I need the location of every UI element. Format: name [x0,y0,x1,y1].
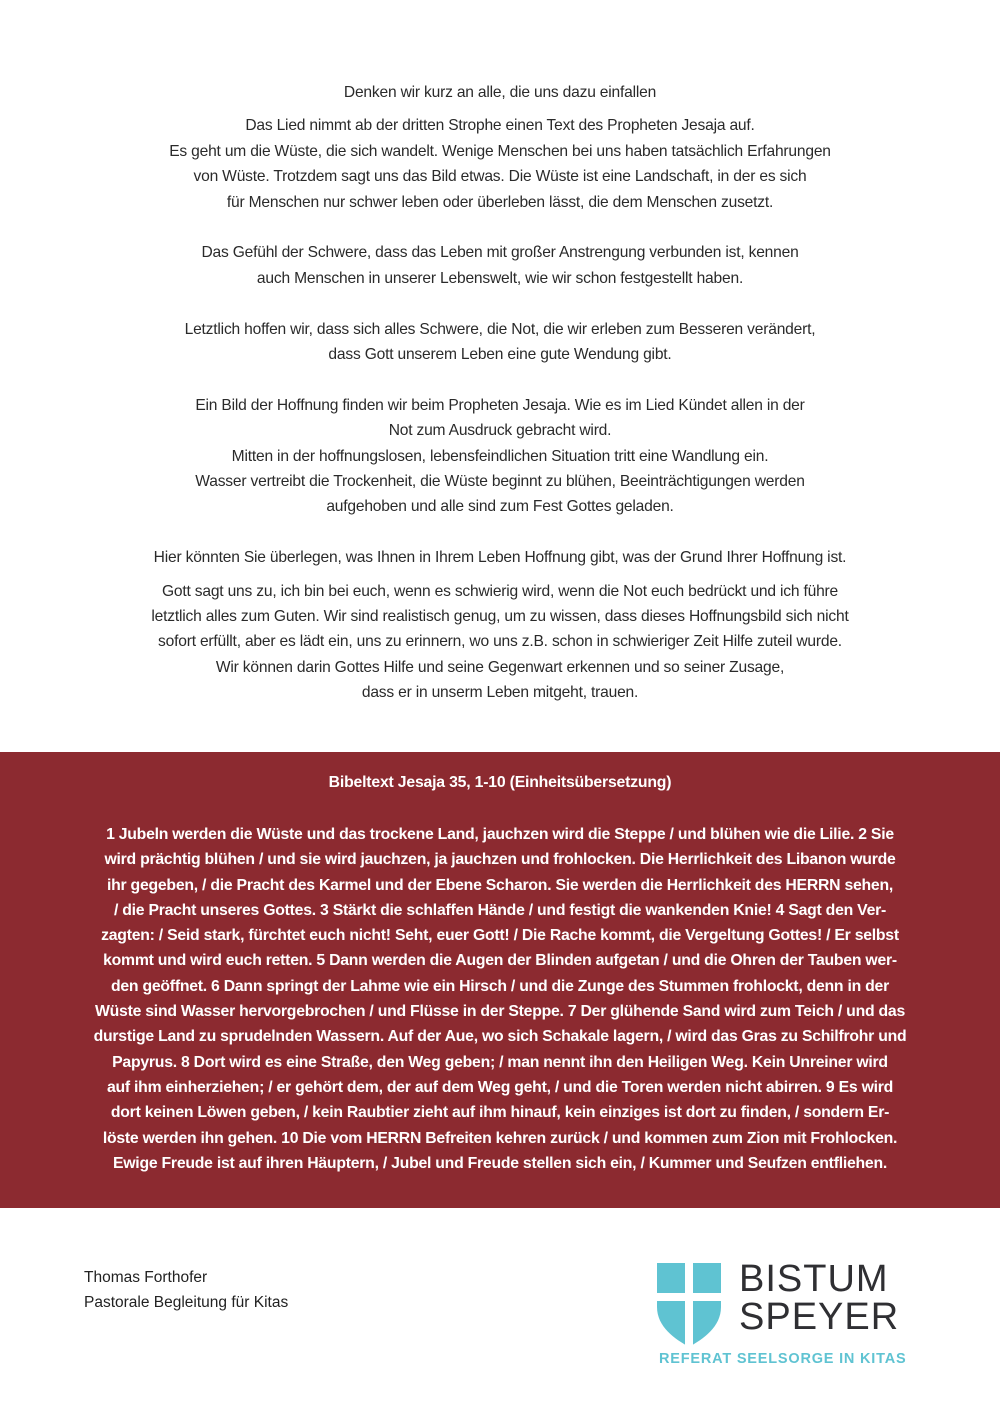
bible-line: dort keinen Löwen geben, / kein Raubtier zieht auf ihm hinauf, kein einziges ist dort zu finden, / sondern Er- [110,1104,890,1122]
bible-line: zagten: / Seid stark, fürchtet euch nicht! Seht, euer Gott! / Die Rache kommt, die Vergeltung Gottes! / Er selbst [101,927,899,945]
bible-line: ihr gegeben, / die Pracht des Karmel und der Ebene Scharon. Sie werden die Herrlichkeit des HERRN sehen, [106,876,894,894]
bible-line: Wüste sind Wasser hervorgebrochen / und Flüsse in der Steppe. 7 Der glühende Sand wird zum Teich / und das [94,1003,905,1021]
author-block [84,1265,288,1315]
logo-line-2: SPEYER [739,1296,900,1338]
bible-text-body [38,822,962,1176]
bible-line: Ewige Freude ist auf ihren Häuptern, / Jubel und Freude stellen sich ein, / Kummer und Seufzen entfliehen. [112,1154,887,1172]
bible-line: auf ihm einherziehen; / er gehört dem, der auf dem Weg geht, / und die Toren werden nicht abirren. 9 Es wird [106,1078,894,1096]
bible-text-band [0,752,1000,1208]
text-line: Wasser vertreibt die Trockenheit, die Wüste beginnt zu blühen, Beeinträchtigungen werden [195,473,805,491]
bible-line: Papyrus. 8 Dort wird es eine Straße, den Weg geben; / man nennt ihn den Heiligen Weg. Kein Unreiner wird [112,1053,888,1071]
intro-paragraph: Hier könnten Sie überlegen, was Ihnen in Ihrem Leben Hoffnung gibt, was der Grund Ihrer Hoffnung ist. [153,549,847,567]
author-name: Thomas Forthofer [84,1269,208,1286]
text-line: Das Gefühl der Schwere, dass das Leben mit großer Anstrengung verbunden ist, kennen [201,244,799,262]
text-line: Wir können darin Gottes Hilfe und seine Gegenwart erkennen und so seiner Zusage, [215,658,785,676]
text-line: auch Menschen in unserer Lebenswelt, wie wir schon festgestellt haben. [256,269,744,287]
bible-line: 1 Jubeln werden die Wüste und das trockene Land, jauchzen wird die Steppe / und blühen wie die Lilie. 2 Sie [106,826,894,843]
intro-paragraph: Denken wir kurz an alle, die uns dazu einfallen [343,84,657,101]
text-line: von Wüste. Trotzdem sagt uns das Bild etwas. Die Wüste ist eine Landschaft, in der es sich [193,168,807,186]
shield-cross-icon [657,1263,721,1347]
logo-line-1: BISTUM [739,1258,889,1300]
text-line: letztlich alles zum Guten. Wir sind realistisch genug, um zu wissen, dass dieses Hoffnungsbild sich nicht [151,608,849,626]
text-line: Mitten in der hoffnungslosen, lebensfeindlichen Situation tritt eine Wandlung ein. [231,447,769,465]
intro-paragraph [80,393,920,520]
logo-subtitle: REFERAT SEELSORGE IN KITAS [659,1351,907,1367]
bible-line: durstige Land zu sprudelnden Wassern. Auf der Aue, wo sich Schakale lagern, / wird das Gras zu Schilfrohr und [93,1028,907,1046]
bible-text-title: Bibeltext Jesaja 35, 1-10 (Einheitsübersetzung) [328,774,672,791]
bible-line: löste werden ihn gehen. 10 Die vom HERRN Befreiten kehren zurück / und kommen zum Zion mit Frohlocken. [102,1129,898,1147]
bible-line: wird prächtig blühen / und sie wird jauchzen, ja jauchzen und frohlocken. Die Herrlichkeit des Libanon wurde [104,851,896,869]
text-line: Gott sagt uns zu, ich bin bei euch, wenn es schwierig wird, wenn die Not euch bedrückt und ich führe [161,582,839,600]
text-line: Das Lied nimmt ab der dritten Strophe einen Text des Propheten Jesaja auf. [245,117,755,135]
text-line: dass er in unserm Leben mitgeht, trauen. [361,684,639,702]
text-line: dass Gott unserem Leben eine gute Wendung gibt. [328,346,672,364]
intro-paragraph [80,240,920,291]
text-line: sofort erfüllt, aber es lädt ein, uns zu erinnern, wo uns z.B. schon in schwieriger Zeit Hilfe zuteil wurde. [158,633,842,651]
text-line: Not zum Ausdruck gebracht wird. [388,422,612,440]
bible-line: kommt und wird euch retten. 5 Dann werden die Augen der Blinden aufgetan / und die Ohren der Tauben wer- [103,952,897,970]
text-line: aufgehoben und alle sind zum Fest Gottes geladen. [326,498,674,516]
bible-line: / die Pracht unseres Gottes. 3 Stärkt die schlaffen Hände / und festigt die wankenden Knie! 4 Sagt den Ver- [113,901,887,919]
text-line: Ein Bild der Hoffnung finden wir beim Propheten Jesaja. Wie es im Lied Kündet allen in der [195,396,805,414]
author-role: Pastorale Begleitung für Kitas [84,1294,289,1311]
intro-paragraph [80,317,920,368]
bible-line: den geöffnet. 6 Dann springt der Lahme wie ein Hirsch / und die Zunge des Stummen frohlockt, denn in der [111,977,889,995]
intro-paragraph [80,579,920,706]
text-line: Letztlich hoffen wir, dass sich alles Schwere, die Not, die wir erleben zum Besseren verändert, [184,320,816,338]
intro-paragraph [80,113,920,215]
text-line: für Menschen nur schwer leben oder überleben lässt, die dem Menschen zusetzt. [226,193,774,211]
text-line: Es geht um die Wüste, die sich wandelt. Wenige Menschen bei uns haben tatsächlich Erfahrungen [169,142,831,160]
reflection-text [80,80,920,731]
bistum-speyer-logo [657,1260,937,1370]
